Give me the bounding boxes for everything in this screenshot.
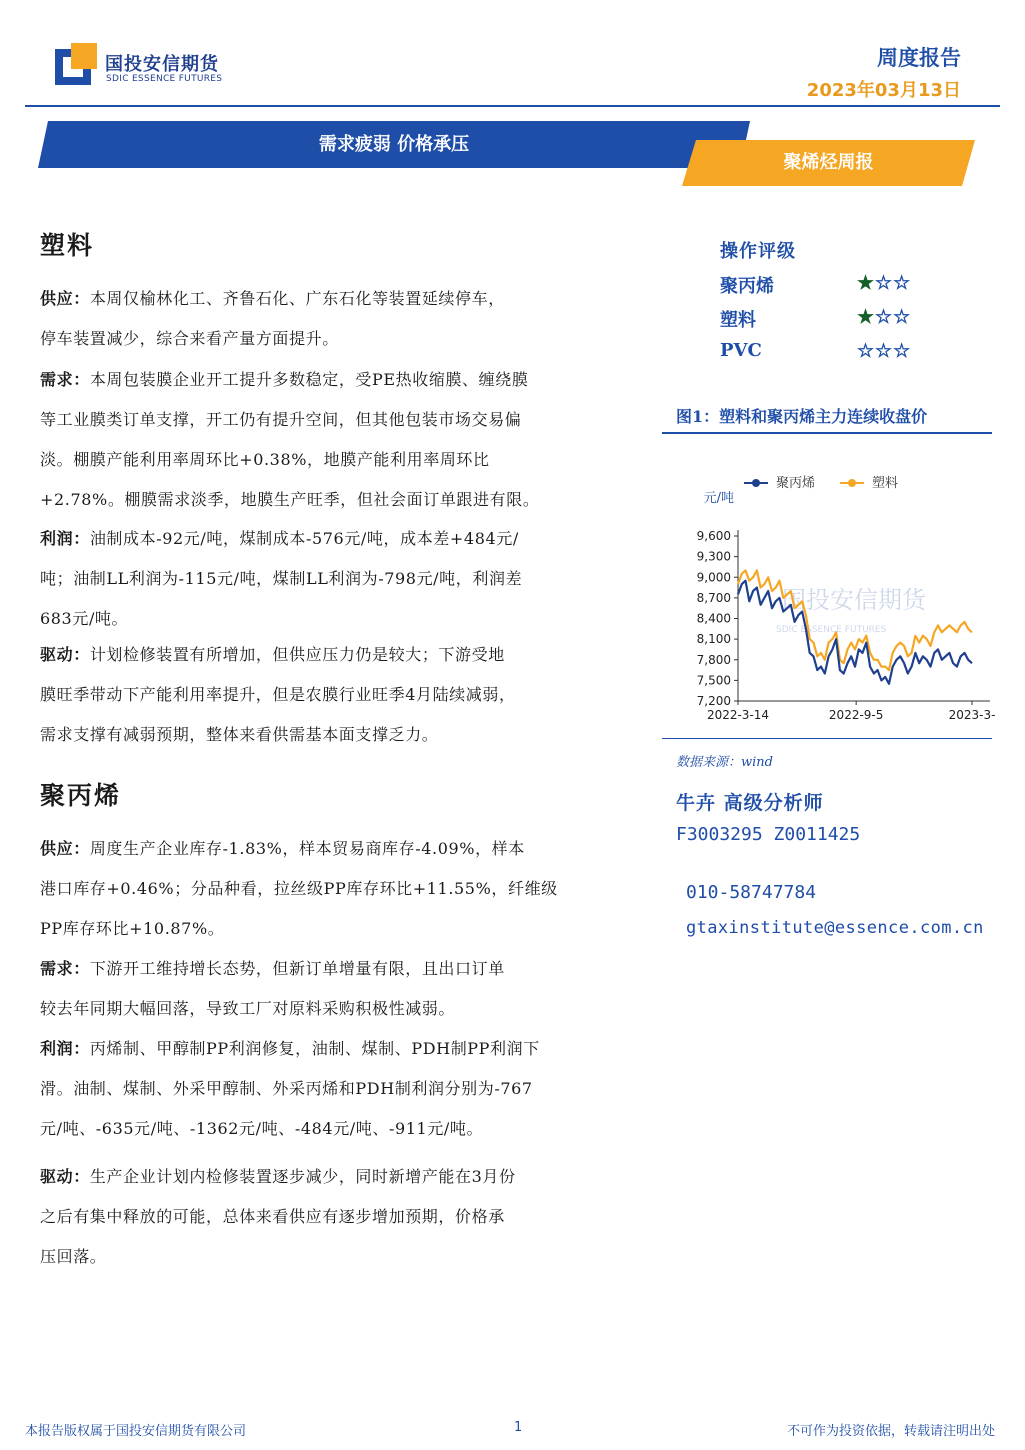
para-label: 供应： xyxy=(40,289,90,308)
para-line: 本周包装膜企业开工提升多数稳定，受PE热收缩膜、缠绕膜 xyxy=(89,370,529,389)
para-label: 需求： xyxy=(40,370,90,389)
star-empty-icon: ☆ xyxy=(893,272,912,294)
para-label: 供应： xyxy=(40,839,90,858)
plastic-profit-paragraph xyxy=(40,519,630,639)
star-empty-icon: ☆ xyxy=(875,340,894,362)
rating-name: PVC xyxy=(720,340,762,361)
watermark-cn: 国投安信期货 xyxy=(782,586,926,614)
y-tick-label: 8,700 xyxy=(696,590,731,605)
pp-supply-paragraph xyxy=(40,829,630,949)
para-line: 需求支撑有减弱预期，整体来看供需基本面支撑乏力。 xyxy=(40,725,439,744)
plastic-driver-paragraph xyxy=(40,635,630,755)
para-line: 下游开工维持增长态势，但新订单增量有限，且出口订单 xyxy=(89,959,505,978)
y-tick-label: 7,500 xyxy=(696,673,731,688)
x-tick-label: 2023-3- xyxy=(948,708,995,722)
legend-label: 聚丙烯 xyxy=(776,476,816,491)
analyst-name: 牛卉 高级分析师 xyxy=(676,792,824,814)
plastic-supply-paragraph xyxy=(40,279,630,359)
para-line: 淡。棚膜产能利用率周环比+0.38%，地膜产能利用率周环比 xyxy=(40,450,490,469)
rating-title: 操作评级 xyxy=(720,241,796,262)
footer-copyright: 本报告版权属于国投安信期货有限公司 xyxy=(25,1424,247,1439)
figure-bottom-rule xyxy=(662,738,992,739)
rating-name: 塑料 xyxy=(720,310,756,331)
rating-row-plastic xyxy=(720,306,940,336)
rating-stars xyxy=(857,306,911,328)
analyst-license: F3003295 Z0011425 xyxy=(676,824,861,845)
para-line: 滑。油制、煤制、外采甲醇制、外采丙烯和PDH制利润分别为-767 xyxy=(40,1079,533,1098)
rating-name: 聚丙烯 xyxy=(720,276,774,297)
footer-page-number: 1 xyxy=(514,1420,523,1435)
y-tick-label: 9,600 xyxy=(696,529,731,543)
y-tick-label: 7,800 xyxy=(696,652,731,667)
rating-stars xyxy=(857,340,911,362)
para-line: 丙烯制、甲醇制PP利润修复，油制、煤制、PDH制PP利润下 xyxy=(89,1039,540,1058)
para-line: +2.78%。棚膜需求淡季，地膜生产旺季，但社会面订单跟进有限。 xyxy=(40,490,540,509)
figure-rule xyxy=(662,432,992,434)
para-line: PP库存环比+10.87%。 xyxy=(40,919,225,938)
star-empty-icon: ☆ xyxy=(893,340,912,362)
analyst-phone: 010-58747784 xyxy=(686,882,817,903)
company-name-en: SDIC ESSENCE FUTURES xyxy=(106,74,223,84)
header-rule xyxy=(25,105,1000,107)
legend-marker xyxy=(752,479,760,487)
y-axis-label: 元/吨 xyxy=(703,491,734,506)
rating-row-pvc xyxy=(720,340,940,370)
para-line: 港口库存+0.46%；分品种看，拉丝级PP库存环比+11.55%，纤维级 xyxy=(40,879,558,898)
para-label: 利润： xyxy=(40,1039,90,1058)
legend-marker xyxy=(848,479,856,487)
star-filled-icon: ★ xyxy=(857,306,876,328)
y-tick-label: 7,200 xyxy=(696,694,731,708)
banner-title: 需求疲弱 价格承压 xyxy=(318,134,470,155)
price-line-chart xyxy=(662,470,995,736)
legend-label: 塑料 xyxy=(872,476,899,491)
para-line: 油制成本-92元/吨，煤制成本-576元/吨，成本差+484元/ xyxy=(89,529,519,548)
para-line: 683元/吨。 xyxy=(40,609,129,628)
star-empty-icon: ☆ xyxy=(893,306,912,328)
para-line: 元/吨、-635元/吨、-1362元/吨、-484元/吨、-911元/吨。 xyxy=(40,1119,484,1138)
footer-disclaimer: 不可作为投资依据，转载请注明出处 xyxy=(786,1424,995,1439)
chart-watermark xyxy=(776,586,928,635)
para-label: 驱动： xyxy=(40,645,90,664)
para-label: 需求： xyxy=(40,959,90,978)
section-heading-pp: 聚丙烯 xyxy=(40,781,122,810)
company-logo-icon xyxy=(55,43,97,85)
para-line: 压回落。 xyxy=(40,1247,107,1266)
section-heading-plastic: 塑料 xyxy=(40,231,95,260)
star-empty-icon: ☆ xyxy=(857,340,876,362)
pp-demand-paragraph xyxy=(40,949,630,1029)
para-line: 停车装置减少，综合来看产量方面提升。 xyxy=(40,329,339,348)
para-label: 利润： xyxy=(40,529,90,548)
banner-subtitle: 聚烯烃周报 xyxy=(783,152,874,173)
figure-source: 数据来源：wind xyxy=(676,755,773,770)
star-empty-icon: ☆ xyxy=(875,272,894,294)
report-type: 周度报告 xyxy=(877,46,961,70)
para-line: 周度生产企业库存-1.83%，样本贸易商库存-4.09%，样本 xyxy=(89,839,525,858)
para-line: 之后有集中释放的可能，总体来看供应有逐步增加预期，价格承 xyxy=(40,1207,505,1226)
para-line: 膜旺季带动下产能利用率提升，但是农膜行业旺季4月陆续减弱， xyxy=(40,685,516,704)
watermark-en: SDIC ESSENCE FUTURES xyxy=(776,625,887,635)
report-date: 2023年03月13日 xyxy=(806,80,961,101)
para-label: 驱动： xyxy=(40,1167,90,1186)
para-line: 计划检修装置有所增加，但供应压力仍是较大；下游受地 xyxy=(89,645,505,664)
y-tick-label: 9,000 xyxy=(696,570,731,585)
company-name-cn: 国投安信期货 xyxy=(105,54,219,75)
figure-title: 图1：塑料和聚丙烯主力连续收盘价 xyxy=(676,407,928,426)
plastic-demand-paragraph xyxy=(40,360,630,520)
rating-row-pp xyxy=(720,272,940,302)
y-tick-label: 8,100 xyxy=(696,632,731,647)
analyst-email[interactable]: gtaxinstitute@essence.com.cn xyxy=(686,918,984,938)
rating-stars xyxy=(857,272,911,294)
para-line: 生产企业计划内检修装置逐步减少，同时新增产能在3月份 xyxy=(89,1167,516,1186)
star-filled-icon: ★ xyxy=(857,272,876,294)
x-tick-label: 2022-9-5 xyxy=(828,708,884,722)
y-tick-label: 8,400 xyxy=(696,611,731,626)
para-line: 本周仅榆林化工、齐鲁石化、广东石化等装置延续停车， xyxy=(89,289,505,308)
x-tick-label: 2022-3-14 xyxy=(706,708,770,722)
pp-driver-paragraph xyxy=(40,1157,630,1277)
y-tick-label: 9,300 xyxy=(696,549,731,564)
para-line: 较去年同期大幅回落，导致工厂对原料采购积极性减弱。 xyxy=(40,999,456,1018)
para-line: 等工业膜类订单支撑，开工仍有提升空间，但其他包装市场交易偏 xyxy=(40,410,522,429)
pp-profit-paragraph xyxy=(40,1029,630,1149)
para-line: 吨；油制LL利润为-115元/吨，煤制LL利润为-798元/吨，利润差 xyxy=(40,569,523,588)
star-empty-icon: ☆ xyxy=(875,306,894,328)
